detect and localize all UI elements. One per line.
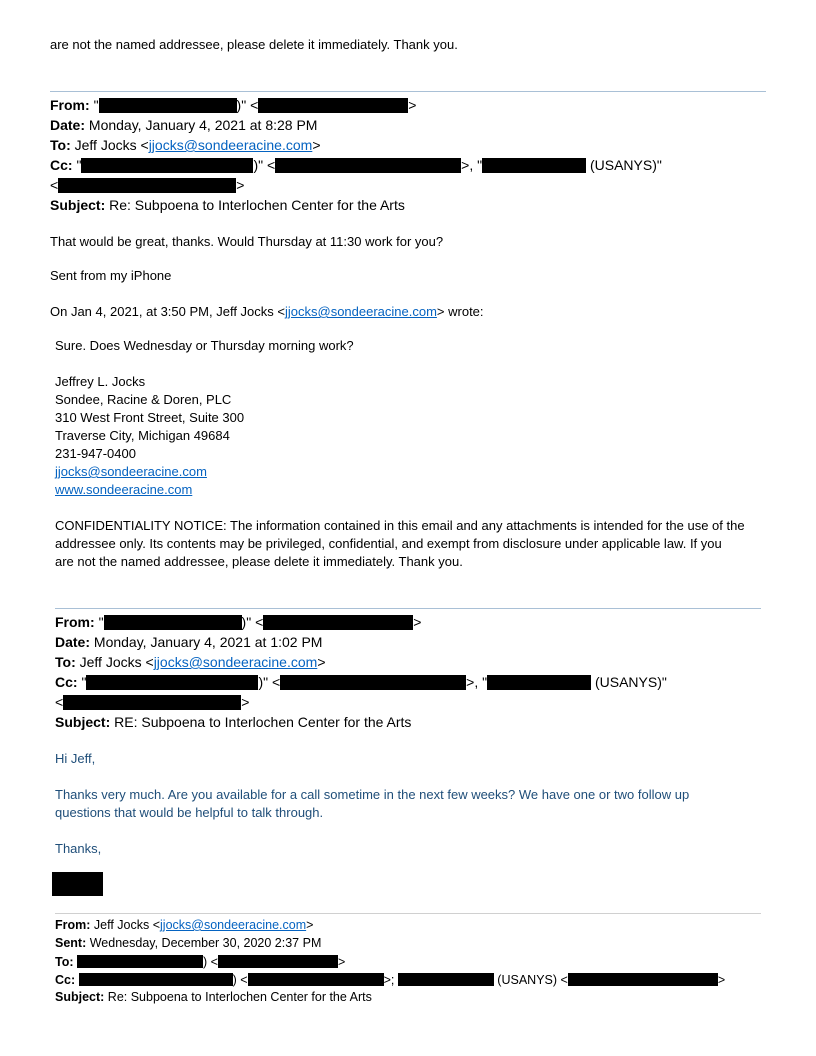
- separator-line: [55, 608, 761, 609]
- redaction-block: [63, 695, 241, 710]
- email2-closing: Thanks,: [55, 841, 102, 856]
- email3-from-line: From: Jeff Jocks <jjocks@sondeeracine.com>: [55, 918, 314, 932]
- subject-label: Subject:: [55, 990, 105, 1004]
- email2-to-email-link[interactable]: jjocks@sondeeracine.com: [153, 654, 318, 670]
- sent-label: Sent:: [55, 936, 87, 950]
- email2-date-line: [55, 635, 322, 649]
- redaction-block: [568, 973, 718, 986]
- email2-date: Monday, January 4, 2021 at 1:02 PM: [93, 634, 323, 650]
- redacted-signature-block: [52, 872, 103, 896]
- subject-label: Subject:: [55, 714, 111, 730]
- redaction-block: [487, 675, 591, 690]
- from-label: From:: [55, 614, 95, 630]
- redaction-block: [218, 955, 338, 968]
- sig-street: 310 West Front Street, Suite 300: [55, 410, 245, 425]
- redaction-block: [79, 973, 233, 986]
- redaction-block: [263, 615, 413, 630]
- email1-to-email-link[interactable]: jjocks@sondeeracine.com: [148, 137, 313, 153]
- redaction-block: [99, 98, 237, 113]
- email2-subject-line: [55, 715, 411, 729]
- to-label: To:: [55, 654, 76, 670]
- cc-label: Cc:: [55, 674, 78, 690]
- sig-firm: Sondee, Racine & Doren, PLC: [55, 392, 232, 407]
- email1-date: Monday, January 4, 2021 at 8:28 PM: [88, 117, 318, 133]
- wrote-email-link[interactable]: jjocks@sondeeracine.com: [284, 304, 437, 319]
- redaction-block: [77, 955, 203, 968]
- redaction-block: [275, 158, 461, 173]
- email3-to-line: To: ) < >: [55, 955, 346, 969]
- sig-phone: 231-947-0400: [55, 446, 136, 461]
- email1-to-line: To: Jeff Jocks <jjocks@sondeeracine.com>: [50, 137, 321, 153]
- confidentiality-notice-line3: are not the named addressee, please delete it immediately. Thank you.: [55, 554, 463, 569]
- separator-line: [50, 91, 766, 92]
- email1-sent-from: Sent from my iPhone: [50, 268, 172, 283]
- subject-label: Subject:: [50, 197, 106, 213]
- confidentiality-notice-line1: CONFIDENTIALITY NOTICE: The information contained in this email and any attachments is intended for the use of the: [55, 518, 745, 533]
- email1-wrote-line: On Jan 4, 2021, at 3:50 PM, Jeff Jocks <jjocks@sondeeracine.com> wrote:: [50, 304, 484, 319]
- redaction-block: [81, 158, 253, 173]
- cc-label: Cc:: [50, 157, 73, 173]
- email2-to-line: To: Jeff Jocks <jjocks@sondeeracine.com>: [55, 654, 326, 670]
- email3-subject-line: [55, 991, 372, 1004]
- email1-subject: Re: Subpoena to Interlochen Center for the Arts: [109, 197, 405, 213]
- email1-body: That would be great, thanks. Would Thursday at 11:30 work for you?: [50, 234, 444, 249]
- from-label: From:: [55, 918, 91, 932]
- email3-from-email-link[interactable]: jjocks@sondeeracine.com: [160, 918, 307, 932]
- email3-sent-line: [55, 937, 321, 950]
- email3-subject: Re: Subpoena to Interlochen Center for the Arts: [107, 990, 372, 1004]
- date-label: Date:: [55, 634, 91, 650]
- email1-subject-line: [50, 198, 405, 212]
- redaction-block: [258, 98, 408, 113]
- separator-line: [55, 913, 761, 914]
- redaction-block: [86, 675, 258, 690]
- redaction-block: [280, 675, 466, 690]
- to-label: To:: [55, 955, 74, 969]
- sig-email-link[interactable]: jjocks@sondeeracine.com: [55, 464, 207, 479]
- sig-name: Jeffrey L. Jocks: [55, 374, 146, 389]
- email2-subject: RE: Subpoena to Interlochen Center for the Arts: [114, 714, 412, 730]
- quoted-body: Sure. Does Wednesday or Thursday morning work?: [55, 338, 354, 353]
- email1-cc-line: Cc: " )" < >, " (USANYS)": [50, 157, 662, 173]
- previous-notice-tail: are not the named addressee, please delete it immediately. Thank you.: [50, 37, 458, 52]
- redaction-block: [482, 158, 586, 173]
- email3-sent: Wednesday, December 30, 2020 2:37 PM: [89, 936, 322, 950]
- to-label: To:: [50, 137, 71, 153]
- date-label: Date:: [50, 117, 86, 133]
- email2-body-line2: questions that would be helpful to talk through.: [55, 805, 324, 820]
- email1-date-line: [50, 118, 317, 132]
- redaction-block: [248, 973, 384, 986]
- email2-cc-line: Cc: " )" < >, " (USANYS)": [55, 674, 667, 690]
- confidentiality-notice-line2: addressee only. Its contents may be privileged, confidential, and exempt from disclosure under applicable law. If you: [55, 536, 722, 551]
- email1-cc-line-cont: < >: [50, 177, 245, 193]
- sig-website-link[interactable]: www.sondeeracine.com: [55, 482, 193, 497]
- email2-cc-line-cont: < >: [55, 694, 250, 710]
- email1-from-line: From: " )" < >: [50, 97, 417, 113]
- sig-city: Traverse City, Michigan 49684: [55, 428, 230, 443]
- email2-body-line1: Thanks very much. Are you available for a call sometime in the next few weeks? We have one or two follow up: [55, 787, 690, 802]
- email2-greeting: Hi Jeff,: [55, 751, 96, 766]
- email2-from-line: From: " )" < >: [55, 614, 422, 630]
- redaction-block: [104, 615, 242, 630]
- redaction-block: [398, 973, 494, 986]
- from-label: From:: [50, 97, 90, 113]
- redaction-block: [58, 178, 236, 193]
- email3-cc-line: Cc: ) < >; (USANYS) < >: [55, 973, 726, 987]
- cc-label: Cc:: [55, 973, 76, 987]
